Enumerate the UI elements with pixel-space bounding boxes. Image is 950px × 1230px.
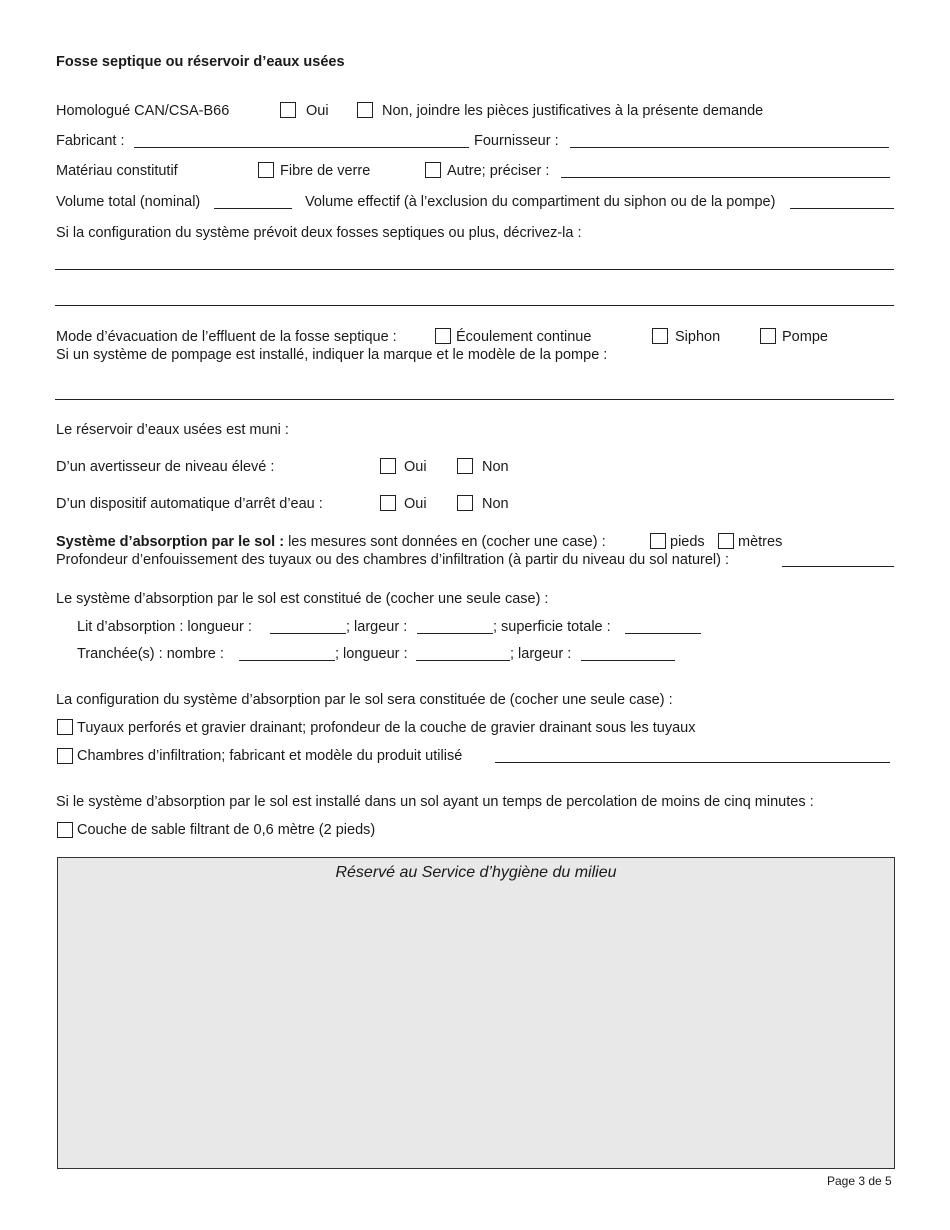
ecoulement-checkbox[interactable] xyxy=(435,328,451,344)
fabricant-field[interactable] xyxy=(134,147,469,148)
metres-checkbox[interactable] xyxy=(718,533,734,549)
siphon-label: Siphon xyxy=(675,329,721,345)
avertisseur-oui-label: Oui xyxy=(404,459,427,475)
fibre-checkbox[interactable] xyxy=(258,162,274,178)
arret-label: D’un dispositif automatique d’arrêt d’eau : xyxy=(56,496,323,512)
autre-label: Autre; préciser : xyxy=(447,163,550,179)
tranchee-nombre-label: Tranchée(s) : nombre : xyxy=(77,646,224,662)
volume-effectif-label: Volume effectif (à l’exclusion du compartiment du siphon ou de la pompe) xyxy=(305,194,776,210)
homologation-oui-label: Oui xyxy=(306,103,329,119)
absorption-mesures: les mesures sont données en (cocher une case) : xyxy=(288,534,606,550)
pompe-checkbox[interactable] xyxy=(760,328,776,344)
arret-non-label: Non xyxy=(482,496,509,512)
avertisseur-non-checkbox[interactable] xyxy=(457,458,473,474)
lit-longueur-label: Lit d’absorption : longueur : xyxy=(77,619,252,635)
autre-checkbox[interactable] xyxy=(425,162,441,178)
fabricant-label: Fabricant : xyxy=(56,133,125,149)
lit-largeur-field[interactable] xyxy=(417,633,493,634)
pompe-question: Si un système de pompage est installé, indiquer la marque et le modèle de la pompe : xyxy=(56,347,608,363)
fibre-label: Fibre de verre xyxy=(280,163,371,179)
lit-superficie-field[interactable] xyxy=(625,633,701,634)
lit-superficie-label: ; superficie totale : xyxy=(493,619,611,635)
absorption-line xyxy=(56,533,606,551)
homologation-non-label: Non, joindre les pièces justificatives à la présente demande xyxy=(382,103,764,119)
pompe-line[interactable] xyxy=(55,399,894,400)
office-use-box xyxy=(57,857,895,1169)
chambres-field[interactable] xyxy=(495,762,890,763)
tuyaux-checkbox[interactable] xyxy=(57,719,73,735)
pieds-label: pieds xyxy=(670,534,705,550)
chambres-checkbox[interactable] xyxy=(57,748,73,764)
arret-non-checkbox[interactable] xyxy=(457,495,473,511)
pieds-checkbox[interactable] xyxy=(650,533,666,549)
avertisseur-oui-checkbox[interactable] xyxy=(380,458,396,474)
config-absorption-question: La configuration du système d’absorption par le sol sera constituée de (cocher une seule case) : xyxy=(56,692,673,708)
avertisseur-label: D’un avertisseur de niveau élevé : xyxy=(56,459,275,475)
lit-largeur-label: ; largeur : xyxy=(346,619,408,635)
configuration-question: Si la configuration du système prévoit deux fosses septiques ou plus, décrivez-la : xyxy=(56,225,582,241)
page-number: Page 3 de 5 xyxy=(827,1174,892,1188)
office-use-title: Réservé au Service d’hygiène du milieu xyxy=(335,864,617,881)
chambres-label: Chambres d’infiltration; fabricant et modèle du produit utilisé xyxy=(77,748,463,764)
percolation-question: Si le système d’absorption par le sol est installé dans un sol ayant un temps de percolation de moins de cinq minutes : xyxy=(56,794,814,810)
constitue-question: Le système d’absorption par le sol est constitué de (cocher une seule case) : xyxy=(56,591,549,607)
fournisseur-label: Fournisseur : xyxy=(474,133,559,149)
configuration-line-2[interactable] xyxy=(55,305,894,306)
ecoulement-label: Écoulement continue xyxy=(456,329,592,345)
evacuation-label: Mode d’évacuation de l’effluent de la fosse septique : xyxy=(56,329,397,345)
siphon-checkbox[interactable] xyxy=(652,328,668,344)
volume-effectif-field[interactable] xyxy=(790,208,894,209)
configuration-line-1[interactable] xyxy=(55,269,894,270)
lit-longueur-field[interactable] xyxy=(270,633,346,634)
arret-oui-label: Oui xyxy=(404,496,427,512)
materiau-label: Matériau constitutif xyxy=(56,163,178,179)
reservoir-intro: Le réservoir d’eaux usées est muni : xyxy=(56,422,289,438)
homologation-label: Homologué CAN/CSA-B66 xyxy=(56,103,230,119)
tranchee-largeur-field[interactable] xyxy=(581,660,675,661)
homologation-non-checkbox[interactable] xyxy=(357,102,373,118)
absorption-title: Système d’absorption par le sol : xyxy=(56,534,285,550)
volume-total-label: Volume total (nominal) xyxy=(56,194,201,210)
fournisseur-field[interactable] xyxy=(570,147,889,148)
tuyaux-label: Tuyaux perforés et gravier drainant; profondeur de la couche de gravier drainant sous les tuyaux xyxy=(77,720,696,736)
tranchee-nombre-field[interactable] xyxy=(239,660,335,661)
volume-total-field[interactable] xyxy=(214,208,292,209)
metres-label: mètres xyxy=(738,534,783,550)
sable-label: Couche de sable filtrant de 0,6 mètre (2 pieds) xyxy=(77,822,376,838)
tranchee-longueur-label: ; longueur : xyxy=(335,646,408,662)
section-title: Fosse septique ou réservoir d’eaux usées xyxy=(56,54,345,70)
profondeur-label: Profondeur d’enfouissement des tuyaux ou des chambres d’infiltration (à partir du niveau du sol naturel) : xyxy=(56,552,730,568)
tranchee-longueur-field[interactable] xyxy=(416,660,510,661)
sable-checkbox[interactable] xyxy=(57,822,73,838)
avertisseur-non-label: Non xyxy=(482,459,509,475)
profondeur-field[interactable] xyxy=(782,566,894,567)
pompe-label: Pompe xyxy=(782,329,828,345)
arret-oui-checkbox[interactable] xyxy=(380,495,396,511)
autre-field[interactable] xyxy=(561,177,890,178)
tranchee-largeur-label: ; largeur : xyxy=(510,646,572,662)
homologation-oui-checkbox[interactable] xyxy=(280,102,296,118)
